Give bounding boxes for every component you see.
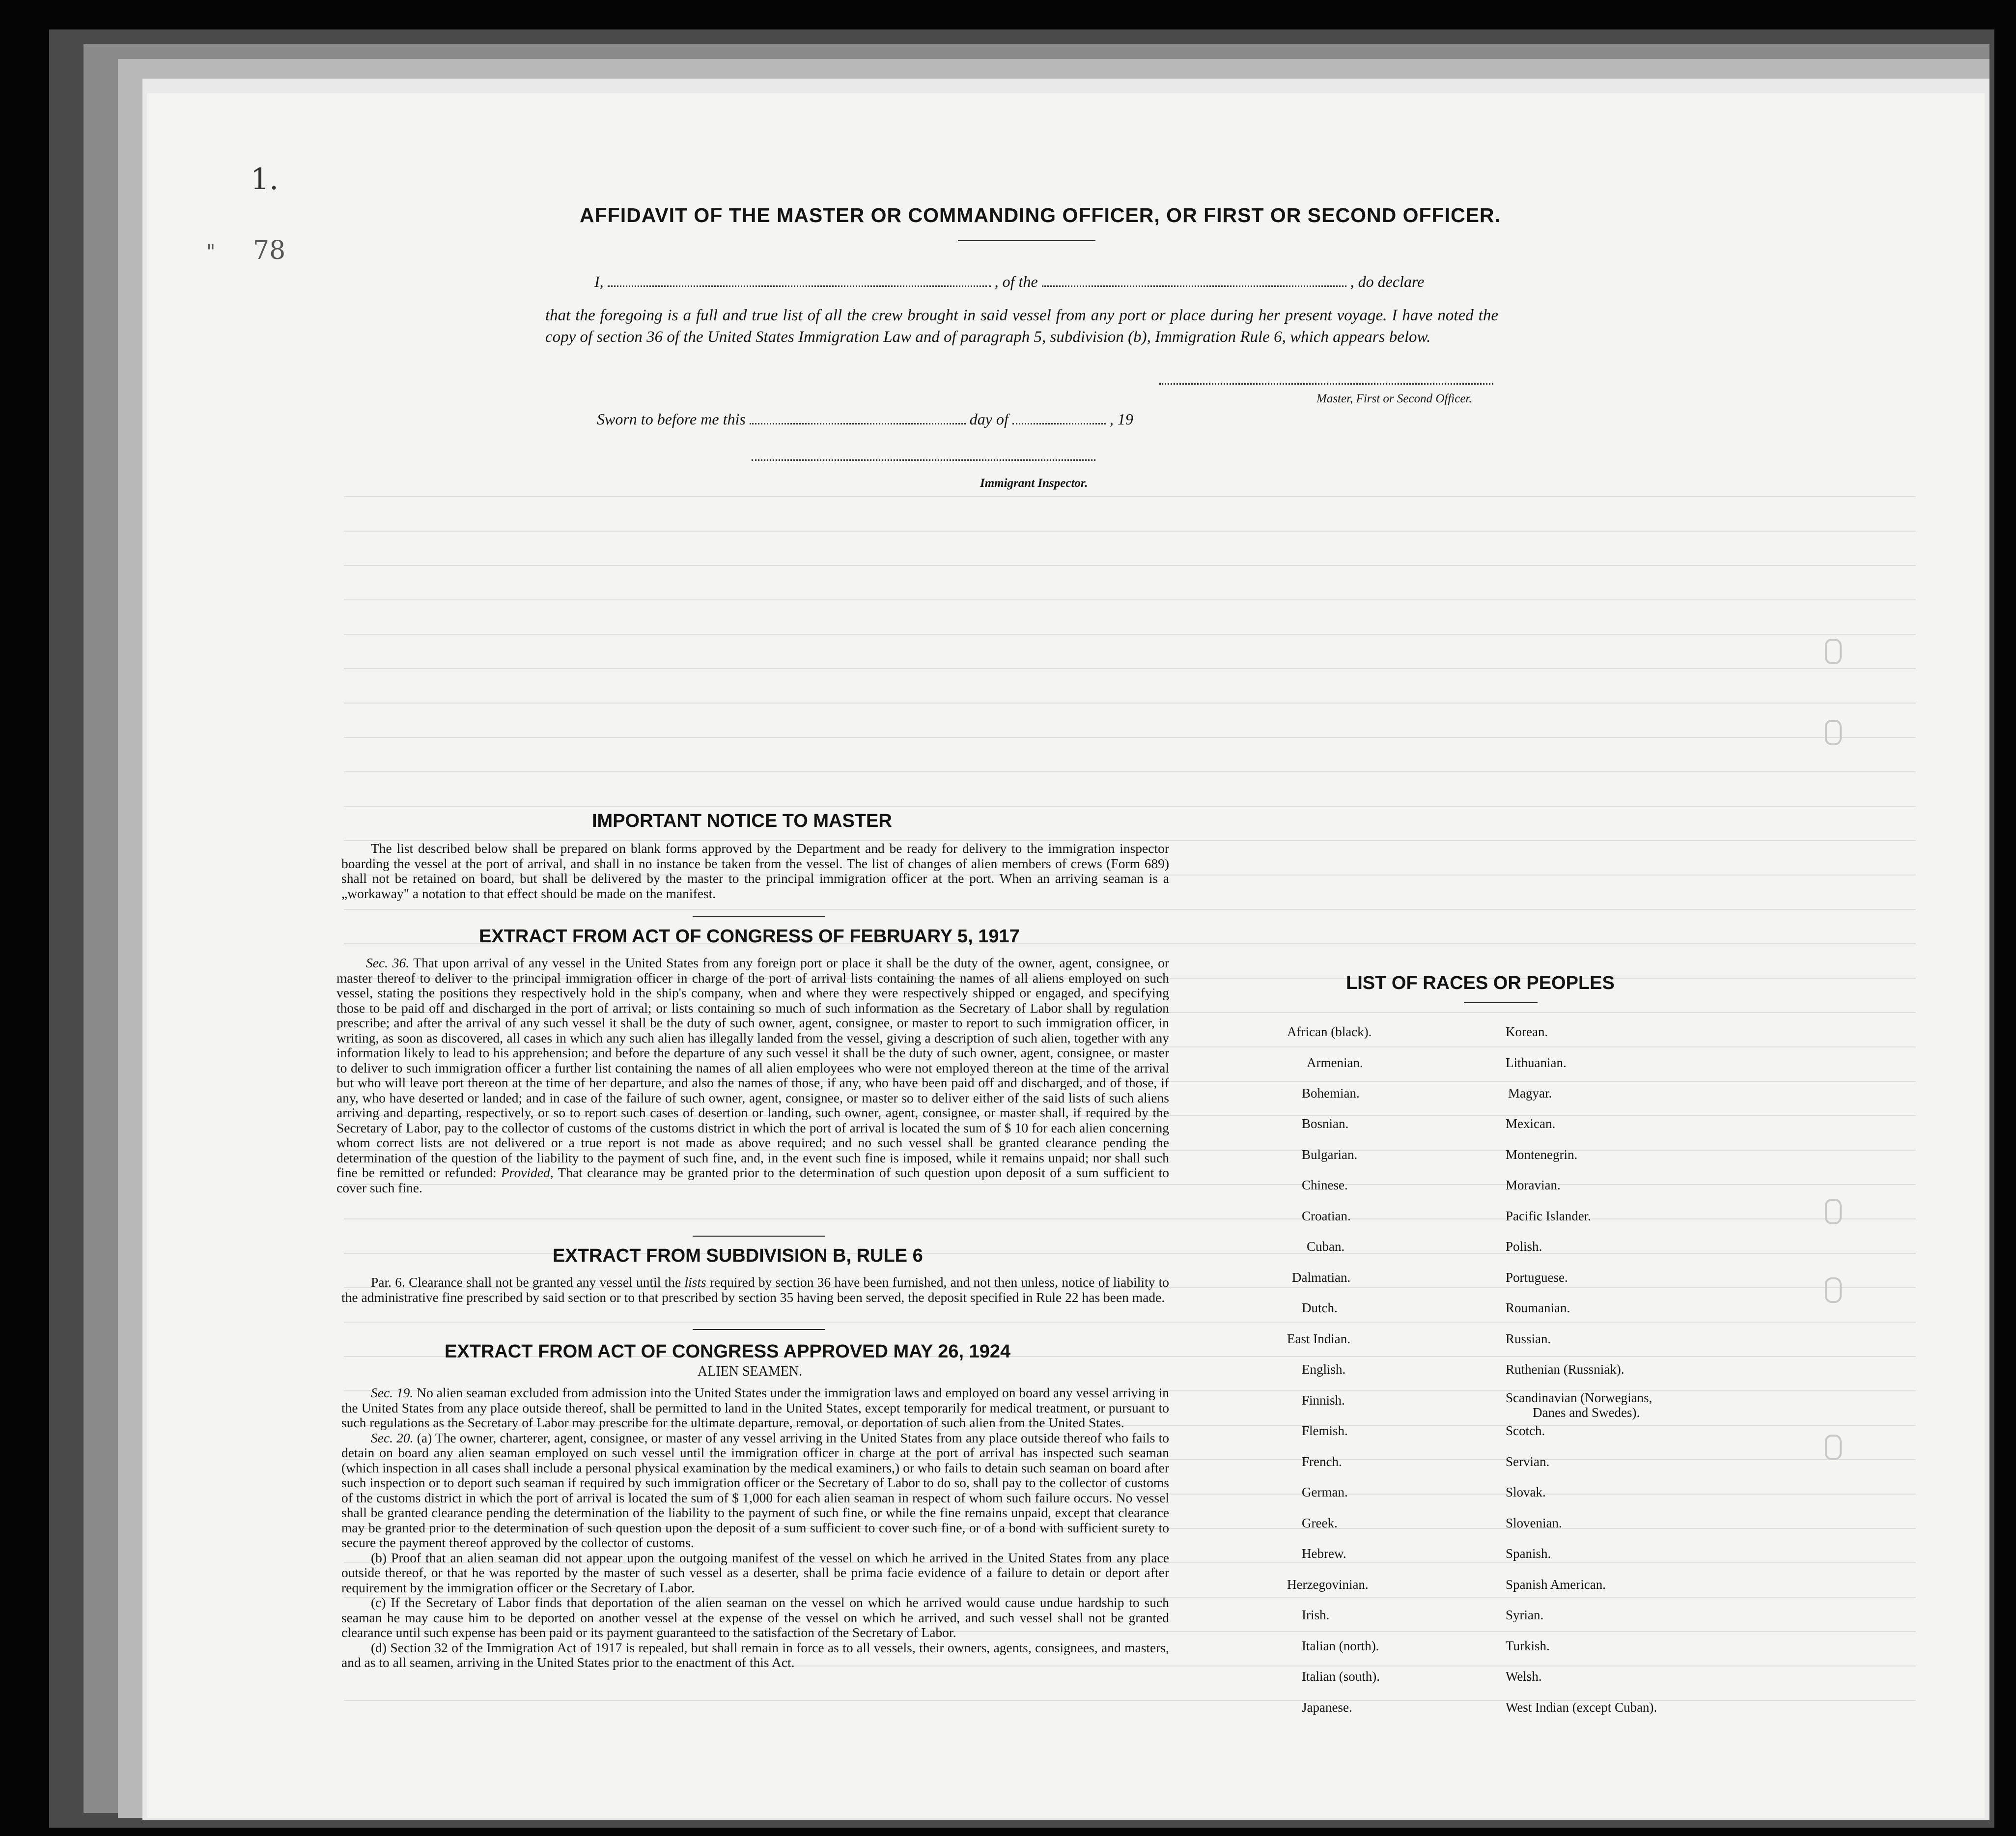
punch-hole (1825, 720, 1842, 745)
race-item: Spanish. (1506, 1546, 1551, 1561)
race-item: Bosnian. (1302, 1116, 1349, 1131)
margin-tick-handwritten: " (206, 241, 216, 263)
race-item: Cuban. (1307, 1239, 1345, 1254)
sec-20-label: Sec. 20. (371, 1430, 414, 1445)
vessel-blank[interactable] (1042, 274, 1346, 287)
rule-6-body (341, 1275, 1169, 1305)
race-item: Slovak. (1506, 1485, 1546, 1499)
sec-36-text: That upon arrival of any vessel in the United States from any foreign port or place it shall be the duty of the owner, agent, consignee, or master thereof to deliver to the principal immigration officer in charge of the port of arrival lists containing the names of all aliens employed on such vessel, stating the positions they respectively hold in the ship's company, when and where they were respectively shipped or engaged, and specifying those to be paid off and discharged in the port of arrival; or lists containing so much of such information as the Secretary of Labor shall by regulation prescribe; and after the arrival of any such vessel it shall be the duty of such owner, agent, consignee, or master to report to such immigration officer, in writing, as soon as discovered, all cases in which any such alien has illegally landed from the vessel, giving a description of such alien, together with any information likely to lead to his apprehension; and before the departure of any such vessel it shall be the duty of such owner, agent, consignee, or master to deliver to such immigration officer a further list containing the names of all alien employees who were not employed thereon at the time of the arrival but who will leave port thereon at the time of her departure, and also the names of those, if any, who have been paid off and discharged, and of those, if any, who have deserted or landed; and in case of the failure of such owner, agent, consignee, or master so to deliver either of the said lists of such aliens arriving and departing, respectively, or so to report such cases of desertion or landing, such owner, agent, consignee, or master shall, if required by the Secretary of Labor, pay to the collector of customs of the customs district in which the port of arrival is located the sum of $ 10 for each alien concerning whom correct lists are not delivered or a true report is not made as above required; and no such vessel shall be granted clearance pending the determination of the question of the liability to the payment of such fine, and, in the event such fine is imposed, while it remains unpaid; nor shall such fine be remitted or refunded: (336, 955, 1169, 1180)
race-item: Japanese. (1302, 1700, 1352, 1715)
sec-20b-text: (b) Proof that an alien seaman did not appear upon the outgoing manifest of the vessel on which he arrived in the United States from any place outside thereof, or that he was reported by the master of such vessel as a deserter, shall be prima facie evidence of a failure to detain or deport after requirement by the immigration officer or the Secretary of Labor. (341, 1550, 1169, 1595)
race-item: Russian. (1506, 1331, 1551, 1346)
sworn-line (597, 410, 1133, 428)
race-item: Greek. (1302, 1516, 1338, 1530)
rule-6-text-end: required by section 36 have been furnished, and not then unless, notice of liability to the administrative fine prescribed by said section or to that prescribed by section 35 having been served, the deposit specified in Rule 22 has been made. (341, 1274, 1170, 1305)
notice-body (341, 841, 1169, 901)
race-item: Bulgarian. (1302, 1147, 1358, 1162)
race-item: Dutch. (1302, 1300, 1338, 1315)
sec-19-label: Sec. 19. (371, 1385, 414, 1400)
year-prefix: , 19 (1109, 410, 1133, 428)
i-label: I, (594, 273, 604, 290)
races-title: LIST OF RACES OR PEOPLES (1346, 973, 1615, 993)
race-item: Scotch. (1506, 1423, 1545, 1438)
race-item: Armenian. (1307, 1055, 1363, 1070)
affidavit-body: that the foregoing is a full and true list of all the crew brought in said vessel from any port or place during her present voyage. I have noted the copy of section 36 of the United States Immigration Law and of paragraph 5, subdivision (b), Immigration Rule 6, which appears below. (545, 307, 1498, 346)
of-the-label: , of the (994, 273, 1038, 290)
rule-6-title: EXTRACT FROM SUBDIVISION B, RULE 6 (553, 1245, 923, 1266)
race-item: Danes and Swedes). (1533, 1405, 1640, 1420)
race-item: African (black). (1287, 1024, 1372, 1039)
sec-20d-text: (d) Section 32 of the Immigration Act of 1917 is repealed, but shall remain in force as to all vessels, their owners, agents, consignees, and masters, and as to all seamen, arriving in the United States prior to the enactment of this Act. (341, 1639, 1169, 1670)
extract-1917-title: EXTRACT FROM ACT OF CONGRESS OF FEBRUARY 5, 1917 (479, 926, 1020, 947)
declaration-line (594, 273, 1424, 291)
section-rule (693, 1236, 825, 1237)
provided-label: Provided, (501, 1165, 554, 1180)
lists-word: lists (684, 1274, 706, 1290)
race-item: Dalmatian. (1292, 1270, 1351, 1285)
sheet-number-handwritten: 1. (251, 162, 279, 197)
race-item: Syrian. (1506, 1608, 1544, 1622)
day-label: day of (969, 410, 1008, 428)
race-item: Korean. (1506, 1024, 1548, 1039)
race-item: Turkish. (1506, 1638, 1550, 1653)
race-item: Italian (south). (1302, 1669, 1380, 1684)
extract-1917-body (336, 956, 1169, 1195)
inspector-signature-blank[interactable] (752, 459, 1095, 461)
extract-1924-body (341, 1385, 1169, 1670)
notice-title: IMPORTANT NOTICE TO MASTER (592, 811, 892, 831)
race-item: Roumanian. (1506, 1300, 1570, 1315)
affidavit-title: AFFIDAVIT OF THE MASTER OR COMMANDING OFFICER, OR FIRST OR SECOND OFFICER. (580, 204, 1501, 226)
month-blank[interactable] (1012, 411, 1106, 424)
notice-text: The list described below shall be prepared on blank forms approved by the Department and be ready for delivery to the immigration inspector boarding the vessel at the port of arrival, and shall in no instance be taken from the vessel. The list of changes of alien members of crews (Form 689) shall not be retained on board, but shall be delivered by the master to the principal immigration officer at the port. When an arriving seaman is a „workaway" a notation to that effect should be made on the manifest. (341, 841, 1169, 901)
race-item: Portuguese. (1506, 1270, 1568, 1285)
sec-20c-text: (c) If the Secretary of Labor finds that deportation of the alien seaman on the vessel on which he arrived would cause undue hardship to such seaman he may cause him to be deported on another vessel at the expense of the vessel on which he arrived, and such vessel shall not be granted clearance until such expense has been paid or its payment guaranteed to the satisfaction of the Secretary of Labor. (341, 1595, 1169, 1640)
race-item: Mexican. (1506, 1116, 1556, 1131)
extract-1924-title: EXTRACT FROM ACT OF CONGRESS APPROVED MAY 26, 1924 (445, 1341, 1011, 1362)
race-item: Scandinavian (Norwegians, (1506, 1390, 1652, 1405)
race-item: Servian. (1506, 1454, 1550, 1469)
race-item: Finnish. (1302, 1393, 1345, 1408)
punch-hole (1825, 639, 1842, 664)
race-item: Bohemian. (1302, 1086, 1360, 1101)
sworn-label: Sworn to before me this (597, 410, 746, 428)
race-item: German. (1302, 1485, 1348, 1499)
races-rule (1464, 1002, 1538, 1003)
margin-number-handwritten: 78 (253, 236, 286, 265)
race-item: Polish. (1506, 1239, 1542, 1254)
punch-hole (1825, 1277, 1842, 1303)
race-item: Spanish American. (1506, 1577, 1606, 1592)
punch-hole (1825, 1199, 1842, 1224)
race-item: Hebrew. (1302, 1546, 1346, 1561)
alien-seamen-subtitle: ALIEN SEAMEN. (698, 1364, 803, 1379)
rule-6-text: Par. 6. Clearance shall not be granted any vessel until the (371, 1274, 681, 1290)
section-rule (693, 916, 825, 917)
inspector-label: Immigrant Inspector. (980, 477, 1088, 490)
race-item: Pacific Islander. (1506, 1209, 1591, 1223)
race-item: Welsh. (1506, 1669, 1542, 1684)
race-item: Lithuanian. (1506, 1055, 1567, 1070)
race-item: Chinese. (1302, 1178, 1348, 1192)
race-item: Slovenian. (1506, 1516, 1562, 1530)
name-blank[interactable] (608, 274, 991, 287)
section-rule (693, 1329, 825, 1330)
race-item: East Indian. (1287, 1331, 1350, 1346)
race-item: West Indian (except Cuban). (1506, 1700, 1657, 1715)
title-rule (958, 240, 1095, 241)
sec-20a-text: (a) The owner, charterer, agent, consignee, or master of any vessel arriving in the United States from any place outside thereof who fails to detain on board any alien seaman employed on such vessel until the immigration officer in charge at the port of arrival has inspected such seaman (which inspection in all cases shall include a personal physical examination by the medical examiners,) or who fails to detain such seaman on board after such inspection or to deport such seaman if required by such immigration officer or the Secretary of Labor to do so, shall pay to the collector of customs of the customs district in which the port of arrival is located the sum of $ 1,000 for each alien seaman in respect of whom such failure occurs. No vessel shall be granted clearance pending the determination of the liability to the payment of such fine, or while the fine remains unpaid, except that clearance may be granted prior to the determination of such question upon the deposit of a sum sufficient to cover such fine, or of a bond with sufficient surety to secure the payment thereof approved by the collector of customs. (341, 1430, 1170, 1550)
race-item: Italian (north). (1302, 1638, 1379, 1653)
race-item: English. (1302, 1362, 1346, 1377)
sec-36-text-end: That clearance may be granted prior to the determination of such question upon deposit of a sum sufficient to cover such fine. (336, 1165, 1169, 1195)
race-item: Irish. (1302, 1608, 1330, 1622)
race-item: Croatian. (1302, 1209, 1351, 1223)
do-declare-label: , do declare (1350, 273, 1425, 290)
race-item: Magyar. (1508, 1086, 1552, 1101)
punch-hole (1825, 1435, 1842, 1460)
sec-36-label: Sec. 36. (366, 955, 410, 970)
sec-19-text: No alien seaman excluded from admission into the United States under the immigration laws and employed on board any vessel arriving in the United States from any place outside thereof, shall be permitted to land in the United States, except temporarily for medical treatment, or pursuant to such regulations as the Secretary of Labor may prescribe for the ultimate departure, removal, or deportation of such alien from the United States. (341, 1385, 1169, 1430)
master-signature-blank[interactable] (1159, 383, 1493, 385)
day-blank[interactable] (750, 411, 966, 424)
master-signature-label: Master, First or Second Officer. (1316, 392, 1472, 405)
race-item: Flemish. (1302, 1423, 1348, 1438)
race-item: French. (1302, 1454, 1342, 1469)
race-item: Herzegovinian. (1287, 1577, 1369, 1592)
race-item: Ruthenian (Russniak). (1506, 1362, 1624, 1377)
race-item: Montenegrin. (1506, 1147, 1578, 1162)
race-item: Moravian. (1506, 1178, 1561, 1192)
